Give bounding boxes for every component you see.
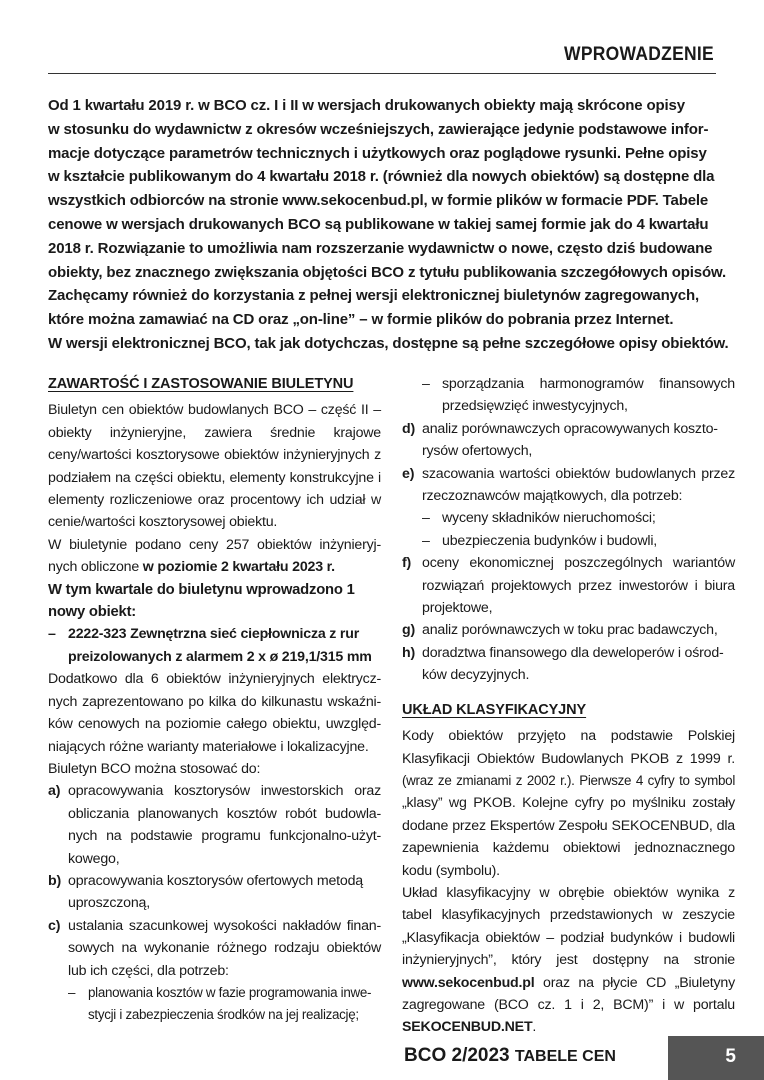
section-heading-classification: UKŁAD KLASYFIKACYJNY (402, 701, 587, 718)
footer-page-band (668, 1036, 764, 1080)
list-item: a) opracowywania kosztorysów inwestorskich oraz obliczania planowanych kosztów robót budowla-nych na podstawie programu funkcjonalno-użyt-kowego, (48, 783, 381, 867)
sub-list-item: – planowania kosztów w fazie programowania inwe-stycji i zabezpieczenia środków na jej realizację; (68, 984, 372, 1023)
page-number: 5 (725, 1046, 736, 1067)
left-column (48, 373, 381, 1027)
list-item: b) opracowywania kosztorysów ofertowych metodą uproszczoną, (48, 872, 363, 912)
intro-line: 2018 r. Rozwiązanie to umożliwia nam rozszerzanie wydawnictw o nowe, często dziś budowane (48, 239, 713, 257)
price-level-paragraph: W biuletynie podano ceny 257 obiektów inżynieryj-nych obliczone w poziomie 2 kwartału 2023 r. (48, 536, 381, 576)
website-link[interactable]: www.sekocenbud.pl (402, 974, 535, 991)
classification-paragraph: Kody obiektów przyjęto na podstawie Polskiej Klasyfikacji Obiektów Budowlanych PKOB z 1999 r. (wraz ze zmianami z 2002 r.). Pierwsze 4 cyfry to symbol „klasy” wg PKOB. Kolejne cyfry po myślniku zostały dodane przez Ekspertów Zespołu SEKOCENBUD, dla zapewnienia każdemu obiektowi jednoznacznego kodu (symbolu). (402, 728, 735, 879)
usage-intro: Biuletyn BCO można stosować do: (48, 760, 261, 777)
intro-line: Od 1 kwartału 2019 r. w BCO cz. I i II w wersjach drukowanych obiekty mają skrócone opisy (48, 97, 685, 114)
list-item: e) szacowania wartości obiektów budowlanych przez rzeczoznawców majątkowych, dla potrzeb: (402, 465, 735, 505)
bulletin-description: Biuletyn cen obiektów budowlanych BCO – część II – obiekty inżynieryjne, zawiera średnie krajowe ceny/wartości kosztorysowe obiektów inżynieryjnych z podziałem na części obiektu, elementy konstrukcyjne i elementy rozliczeniowe oraz procentowy ich udział w cenie/wartości kosztorysowej obiektu. (48, 402, 381, 531)
classification-source-paragraph: Układ klasyfikacyjny w obrębie obiektów wynika z tabel klasyfikacyjnych przedstawionych w zeszycie „Klasyfikacja obiektów – podział budynków i budowli inżynieryjnych”, który jest dostępny na stronie www.sekocenbud.pl oraz na płycie CD „Biuletyny zagregowane (BCO cz. 1 i 2, BCM)” i w portalu SEKOCENBUD.NET. (402, 884, 735, 1036)
portal-link[interactable]: SEKOCENBUD.NET (402, 1019, 533, 1036)
intro-line: w stosunku do wydawnictw z okresów wcześniejszych, zawierające jedynie podstawowe infor- (48, 120, 709, 138)
list-item: f) oceny ekonomicznej poszczególnych wariantów rozwiązań projektowych przez inwestorów i biura projektowe, (402, 555, 735, 617)
intro-line: cenowe w wersjach drukowanych BCO są publikowane w takiej samej formie jak do 4 kwartału (48, 215, 709, 233)
electric-objects-paragraph: Dodatkowo dla 6 obiektów inżynieryjnych elektrycz-nych zaprezentowano po kilka do kilkunastu wskaźni-ków cenowych na poziomie całego obiektu, uwzględ-niających różne warianty materiałowe i lokalizacyjne. (48, 671, 381, 755)
intro-line: wszystkich odbiorców na stronie www.sekocenbud.pl, w formie plików w formacie PDF. Tabele (48, 192, 709, 210)
sub-list-item: – sporządzania harmonogramów finansowych przedsięwzięć inwestycyjnych, (422, 376, 735, 415)
footer-publication: BCO 2/2023 TABELE CEN (404, 1045, 616, 1066)
sub-list-item: – ubezpieczenia budynków i budowli, (422, 532, 658, 549)
sub-list-item: – wyceny składników nieruchomości; (422, 510, 656, 527)
list-item: g) analiz porównawczych w toku prac badawczych, (402, 622, 718, 639)
intro-line: macje dotyczące parametrów technicznych i użytkowych oraz poglądowe rysunki. Pełne opisy (48, 144, 707, 162)
page-section-title: WPROWADZENIE (564, 44, 714, 65)
list-item: h) doradztwa finansowego dla deweloperów i ośrod-ków decyzyjnych. (402, 644, 724, 684)
intro-line: Zachęcamy również do korzystania z pełnej wersji elektronicznej biuletynów zagregowanych, (48, 287, 700, 305)
section-heading-contents: ZAWARTOŚĆ I ZASTOSOWANIE BIULETYNU (48, 376, 354, 392)
intro-line: w kształcie publikowanym do 4 kwartału 2018 r. (również dla nowych obiektów) są dostępne dla (48, 168, 715, 186)
intro-line: które można zamawiać na CD oraz „on-line” – w formie plików do pobrania przez Internet. (48, 311, 674, 329)
new-objects-heading: W tym kwartale do biuletynu wprowadzono 1 nowy obiekt: (48, 581, 355, 621)
header-divider (48, 73, 716, 74)
list-item: c) ustalania szacunkowej wysokości nakładów finan-sowych na wykonanie różnego rodzaju obiektów lub ich części, dla potrzeb: (48, 917, 381, 979)
intro-line: obiekty, bez znacznego zwiększania objętości BCO z tytułu publikowania szczegółowych opisów. (48, 263, 726, 281)
intro-paragraph (48, 94, 729, 356)
right-column (402, 373, 735, 1039)
list-item: d) analiz porównawczych opracowywanych koszto-rysów ofertowych, (402, 420, 718, 460)
new-object-item: – 2222-323 Zewnętrzna sieć ciepłownicza z rur preizolowanych z alarmem 2 x ø 219,1/315 mm (48, 626, 372, 665)
intro-line: W wersji elektronicznej BCO, tak jak dotychczas, dostępne są pełne szczegółowe opisy obiektów. (48, 334, 729, 352)
